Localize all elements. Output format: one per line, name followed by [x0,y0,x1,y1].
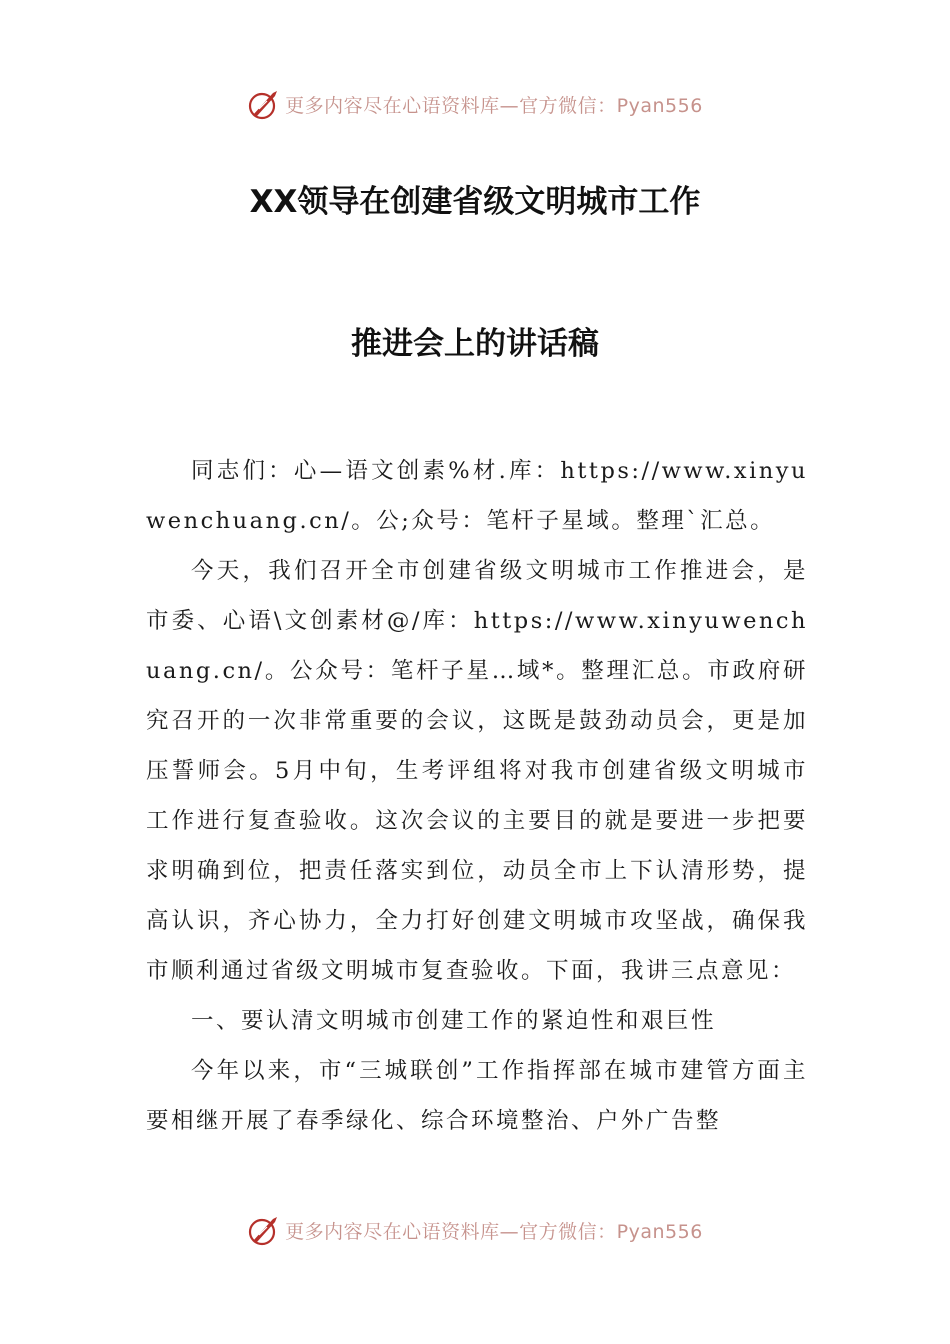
section-heading-1: 一、要认清文明城市创建工作的紧迫性和艰巨性 [191,1008,717,1034]
paragraph-section-1: 今年以来，市“三城联创”工作指挥部在城市建管方面主要相继开展了春季绿化、综合环境整治、户外广告整 [146,1058,808,1134]
footer-banner [0,1210,950,1250]
document-body [146,446,808,1146]
document-title-line-2: 推进会上的讲话稿 [351,326,599,362]
header-banner-text: 更多内容尽在心语资料库—官方微信：Pyan556 [285,94,703,117]
paragraph-greeting: 同志们：心—语文创素%材.库：https://www.xinyuwenchuang.cn/。公;众号：笔杆子星域。整理`汇总。 [146,458,808,534]
header-banner [0,84,950,124]
paragraph-intro: 今天，我们召开全市创建省级文明城市工作推进会，是市委、心语\文创素材@/库：https://www.xinyuwenchuang.cn/。公众号：笔杆子星…域*。整理汇总。市政府研究召开的一次非常重要的会议，这既是鼓劲动员会，更是加压誓师会。5月中旬，生考评组将对我市创建省级文明城市工作进行复查验收。这次会议的主要目的就是要进一步把要求明确到位，把责任落实到位，动员全市上下认清形势，提高认识，齐心协力，全力打好创建文明城市攻坚战，确保我市顺利通过省级文明城市复查验收。下面，我讲三点意见： [146,558,808,984]
footer-banner-text: 更多内容尽在心语资料库—官方微信：Pyan556 [285,1220,703,1243]
document-title-line-1: XX领导在创建省级文明城市工作 [249,184,701,220]
quill-pen-icon [247,87,281,121]
quill-pen-icon [247,1213,281,1247]
